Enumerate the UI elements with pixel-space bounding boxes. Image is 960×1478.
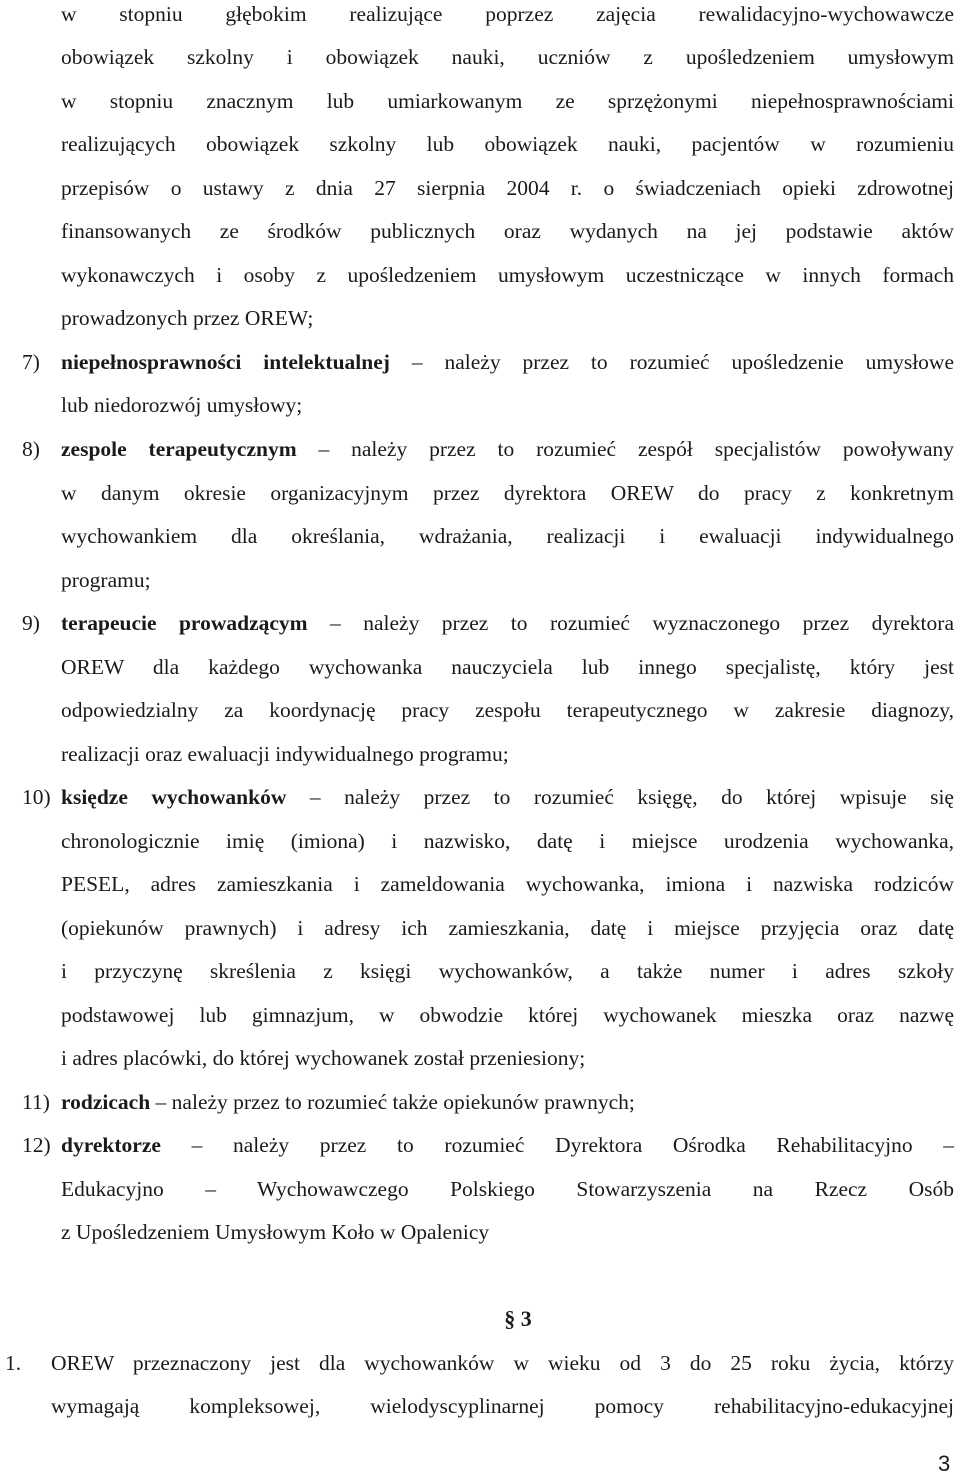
text-line: Edukacyjno – Wychowawczego Polskiego Stowarzyszenia na Rzecz Osób <box>61 1177 954 1201</box>
item-first-line <box>61 1090 635 1114</box>
text-line: chronologicznie imię (imiona) i nazwisko, datę i miejsce urodzenia wychowanka, <box>61 829 954 853</box>
text-line: i przyczynę skreślenia z księgi wychowanków, a także numer i adres szkoły <box>61 959 954 983</box>
text-line: podstawowej lub gimnazjum, w obwodzie której wychowanek mieszka oraz nazwę <box>61 1003 954 1027</box>
section-heading: § 3 <box>504 1306 532 1331</box>
defined-term: dyrektorze <box>61 1133 161 1157</box>
text-line: OREW przeznaczony jest dla wychowanków w wieku od 3 do 25 roku życia, którzy <box>51 1351 954 1375</box>
definition-text: – należy przez to rozumieć wyznaczonego przez dyrektora <box>307 611 954 635</box>
item-number: 12) <box>22 1133 51 1157</box>
defined-term: zespole terapeutycznym <box>61 437 297 461</box>
text-line: i adres placówki, do której wychowanek został przeniesiony; <box>61 1046 586 1070</box>
text-line: z Upośledzeniem Umysłowym Koło w Opalenicy <box>61 1220 490 1244</box>
text-line: przepisów o ustawy z dnia 27 sierpnia 2004 r. o świadczeniach opieki zdrowotnej <box>61 176 954 200</box>
definition-text: – należy przez to rozumieć także opiekunów prawnych; <box>150 1090 635 1114</box>
defined-term: księdze wychowanków <box>61 785 287 809</box>
text-line: programu; <box>61 568 151 592</box>
text-line: realizacji oraz ewaluacji indywidualnego programu; <box>61 742 509 766</box>
item-number: 7) <box>22 350 40 374</box>
text-line: (opiekunów prawnych) i adresy ich zamieszkania, datę i miejsce przyjęcia oraz datę <box>61 916 954 940</box>
text-line: lub niedorozwój umysłowy; <box>61 393 303 417</box>
text-line: w danym okresie organizacyjnym przez dyrektora OREW do pracy z konkretnym <box>61 481 954 505</box>
item-number: 11) <box>22 1090 50 1114</box>
text-line: odpowiedzialny za koordynację pracy zespołu terapeutycznego w zakresie diagnozy, <box>61 698 954 722</box>
item-number: 8) <box>22 437 40 461</box>
text-line: obowiązek szkolny i obowiązek nauki, uczniów z upośledzeniem umysłowym <box>61 45 954 69</box>
text-line: w stopniu znacznym lub umiarkowanym ze sprzężonymi niepełnosprawnościami <box>61 89 954 113</box>
item-first-line <box>61 1133 954 1157</box>
page-number: 3 <box>938 1451 951 1476</box>
text-line: realizujących obowiązek szkolny lub obowiązek nauki, pacjentów w rozumieniu <box>61 132 954 156</box>
definition-text: – należy przez to rozumieć upośledzenie umysłowe <box>389 350 954 374</box>
definition-text: – należy przez to rozumieć zespół specjalistów powoływany <box>296 437 954 461</box>
defined-term: rodzicach <box>61 1090 151 1114</box>
item-first-line <box>61 611 954 635</box>
item-first-line <box>61 350 954 374</box>
item-first-line <box>61 437 954 461</box>
text-line: w stopniu głębokim realizujące poprzez zajęcia rewalidacyjno-wychowawcze <box>61 2 954 26</box>
text-line: wychowankiem dla określania, wdrażania, realizacji i ewaluacji indywidualnego <box>61 524 954 548</box>
text-line: finansowanych ze środków publicznych oraz wydanych na jej podstawie aktów <box>61 219 954 243</box>
item-number: 9) <box>22 611 40 635</box>
text-line: wymagają kompleksowej, wielodyscyplinarnej pomocy rehabilitacyjno-edukacyjnej <box>51 1394 954 1418</box>
text-line: PESEL, adres zamieszkania i zameldowania wychowanka, imiona i nazwiska rodziców <box>61 872 954 896</box>
paragraph-number: 1. <box>5 1351 22 1375</box>
text-line: OREW dla każdego wychowanka nauczyciela lub innego specjalistę, który jest <box>61 655 954 679</box>
defined-term: terapeucie prowadzącym <box>61 611 308 635</box>
definition-text: – należy przez to rozumieć księgę, do której wpisuje się <box>286 785 954 809</box>
definition-text: – należy przez to rozumieć Dyrektora Ośrodka Rehabilitacyjno – <box>160 1133 954 1157</box>
item-number: 10) <box>22 785 51 809</box>
text-line: wykonawczych i osoby z upośledzeniem umysłowym uczestniczące w innych formach <box>61 263 954 287</box>
defined-term: niepełnosprawności intelektualnej <box>61 350 390 374</box>
text-line: prowadzonych przez OREW; <box>61 306 314 330</box>
item-first-line <box>61 785 954 809</box>
